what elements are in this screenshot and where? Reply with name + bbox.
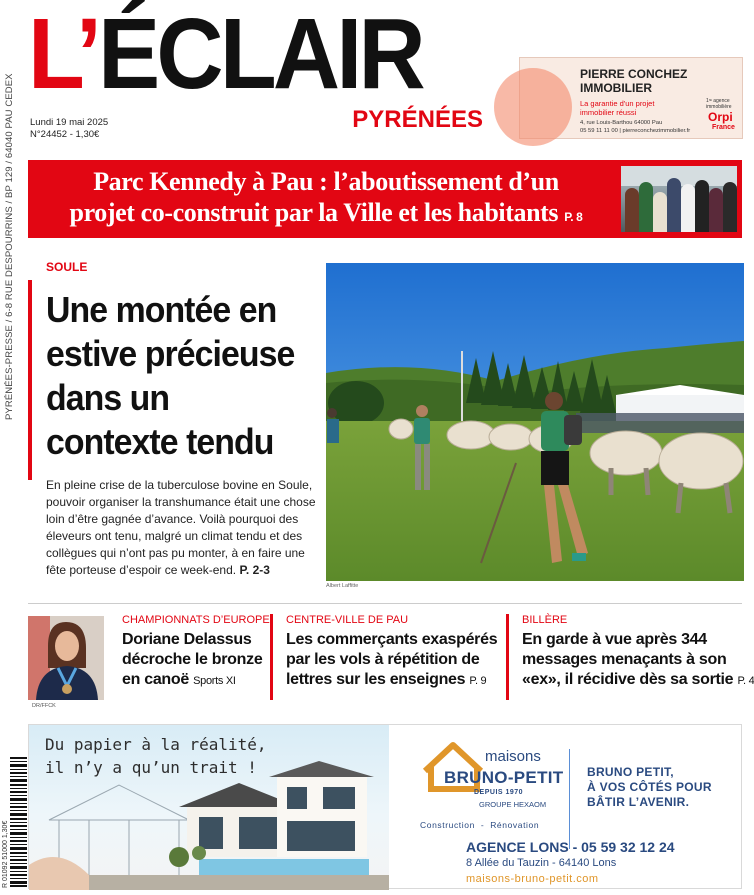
headline-line-last — [522, 670, 754, 691]
ad-slogan-line1: Du papier à la réalité, — [45, 735, 267, 754]
logo-subtitle: PYRÉNÉES — [352, 106, 483, 133]
headline-line-last — [286, 670, 501, 691]
story-kicker: BILLÈRE — [522, 614, 568, 626]
logo-word: ÉCLAIR — [98, 0, 422, 110]
logo-title — [28, 0, 451, 110]
story-page-ref: P. 9 — [469, 675, 487, 687]
ad-brand-big: BRUNO-PETIT — [444, 768, 564, 787]
section-divider — [28, 603, 742, 604]
headline-line: messages menaçants à son — [522, 651, 727, 668]
ad-agency-note: 1ʳᵉ agence immobilière — [706, 98, 732, 110]
story-kicker: CENTRE-VILLE DE PAU — [286, 614, 409, 626]
ad-group: GROUPE HEXAOM — [479, 800, 547, 809]
ad-divider — [569, 749, 570, 849]
orpi-country: France — [712, 124, 735, 131]
ad-slogan-line2: il n’y a qu’un trait ! — [45, 758, 257, 777]
ad-company-name — [580, 67, 687, 95]
ad-name-line2: IMMOBILIER — [580, 81, 652, 95]
ad-house-visual — [29, 725, 389, 890]
person-shape — [695, 180, 709, 232]
main-story-kicker: SOULE — [46, 260, 88, 274]
story-headline — [522, 630, 754, 691]
headline-line: Les commerçants exaspérés — [286, 631, 498, 648]
banner-title — [36, 166, 616, 233]
promise-line: BÂTIR L’AVENIR. — [587, 795, 690, 809]
person-shape — [681, 184, 695, 232]
story-page-ref: Sports XI — [193, 675, 236, 687]
story-page-ref: P. 4 — [737, 675, 754, 687]
ad-tagline: La garantie d'un projet immobilier réussi — [580, 99, 655, 117]
story-delassus[interactable] — [122, 614, 272, 691]
headline-banner[interactable] — [28, 160, 742, 238]
ad-address: 4, rue Louis-Barthou 64000 Pau — [580, 120, 663, 126]
athlete-portrait[interactable] — [28, 616, 104, 700]
ad-promise — [587, 765, 712, 810]
person-shape — [709, 188, 723, 232]
main-story-photo[interactable] — [326, 263, 744, 581]
main-story-headline[interactable] — [46, 288, 300, 464]
barcode-number: R 01092 51000 1,30€ — [2, 820, 9, 888]
publisher-address-vertical: PYRÉNÉES-PRESSE / 6-8 RUE DESPOURRINS / BP 129 / 64040 PAU CEDEX — [4, 73, 15, 420]
orpi-logo: Orpi — [708, 110, 733, 124]
headline-line: contexte tendu — [46, 421, 274, 462]
ad-name-line1: PIERRE CONCHEZ — [580, 67, 688, 81]
issue-number-price: N°24452 - 1,30€ — [30, 129, 100, 140]
person-shape — [625, 188, 639, 232]
promise-line: À VOS CÔTÉS POUR — [587, 780, 712, 794]
ad-maisons-bruno-petit[interactable] — [28, 724, 742, 889]
ad-website[interactable]: maisons-bruno-petit.com — [466, 873, 599, 885]
ad-services: Construction - Rénovation — [420, 820, 540, 830]
ad-phone-web: 05 59 11 11 00 | pierreconchezimmobilier.fr — [580, 128, 691, 134]
headline-line: décroche le bronze — [122, 651, 263, 668]
banner-page-ref: P. 8 — [564, 210, 583, 224]
athlete-illustration — [28, 616, 104, 700]
headline-line: dans un — [46, 377, 170, 418]
person-shape — [723, 182, 737, 232]
story-kicker: CHAMPIONNATS D’EUROPE — [122, 614, 270, 626]
promise-line: BRUNO PETIT, — [587, 765, 674, 779]
banner-title-line1: Parc Kennedy à Pau : l’aboutissement d’un — [93, 167, 559, 196]
person-shape — [653, 192, 667, 232]
story-headline — [122, 630, 272, 691]
person-shape — [667, 178, 681, 232]
summary-page-ref: P. 2-3 — [239, 563, 270, 577]
ad-decor-circle — [494, 68, 572, 146]
headline-line-last — [122, 670, 272, 691]
main-story-summary — [46, 477, 316, 579]
ad-brand-small: maisons — [485, 748, 541, 765]
issue-date: Lundi 19 mai 2025 — [30, 117, 109, 128]
ad-since: DEPUIS 1970 — [474, 789, 524, 796]
story-commercants[interactable] — [286, 614, 501, 691]
person-shape — [639, 182, 653, 232]
main-story-rule — [28, 280, 32, 480]
transhumance-illustration — [326, 263, 744, 581]
ad-agency-phone: AGENCE LONS - 05 59 32 12 24 — [466, 839, 675, 855]
story-billere[interactable] — [522, 614, 754, 691]
portrait-credit: DR/FFCK — [32, 703, 56, 709]
story-headline — [286, 630, 501, 691]
banner-photo-crowd — [621, 166, 737, 232]
headline-line: Une montée en — [46, 289, 277, 330]
banner-title-line2-wrap — [36, 197, 616, 233]
house-illustration — [29, 725, 389, 890]
barcode-icon — [10, 757, 27, 887]
headline-line: Doriane Delassus — [122, 631, 252, 648]
story-rule — [270, 614, 273, 700]
story-rule — [506, 614, 509, 700]
headline-line: En garde à vue après 344 — [522, 631, 707, 648]
headline-line: par les vols à répétition de — [286, 651, 480, 668]
headline-line: estive précieuse — [46, 333, 295, 374]
headline-line: lettres sur les enseignes — [286, 671, 466, 688]
ad-pierre-conchez[interactable] — [519, 57, 743, 139]
ad-agency-address: 8 Allée du Tauzin - 64140 Lons — [466, 857, 617, 869]
summary-text: En pleine crise de la tuberculose bovine en Soule, pouvoir organiser la transhumance était une chose loin d’être gagnée d’avance. Voilà pourquoi des éleveurs ont tenu, malgré un climat tendu et des collègues qui n’ont pas pu monter, à en faire une fête porteuse d’espoir ce week-end. — [46, 478, 316, 577]
logo-apostrophe: L’ — [28, 0, 99, 110]
headline-line: «ex», il récidive dès sa sortie — [522, 671, 734, 688]
banner-title-line2: projet co-construit par la Ville et les habitants — [69, 198, 559, 227]
headline-line: en canoë — [122, 671, 189, 688]
main-photo-credit: Albert Laffitte — [326, 583, 359, 589]
